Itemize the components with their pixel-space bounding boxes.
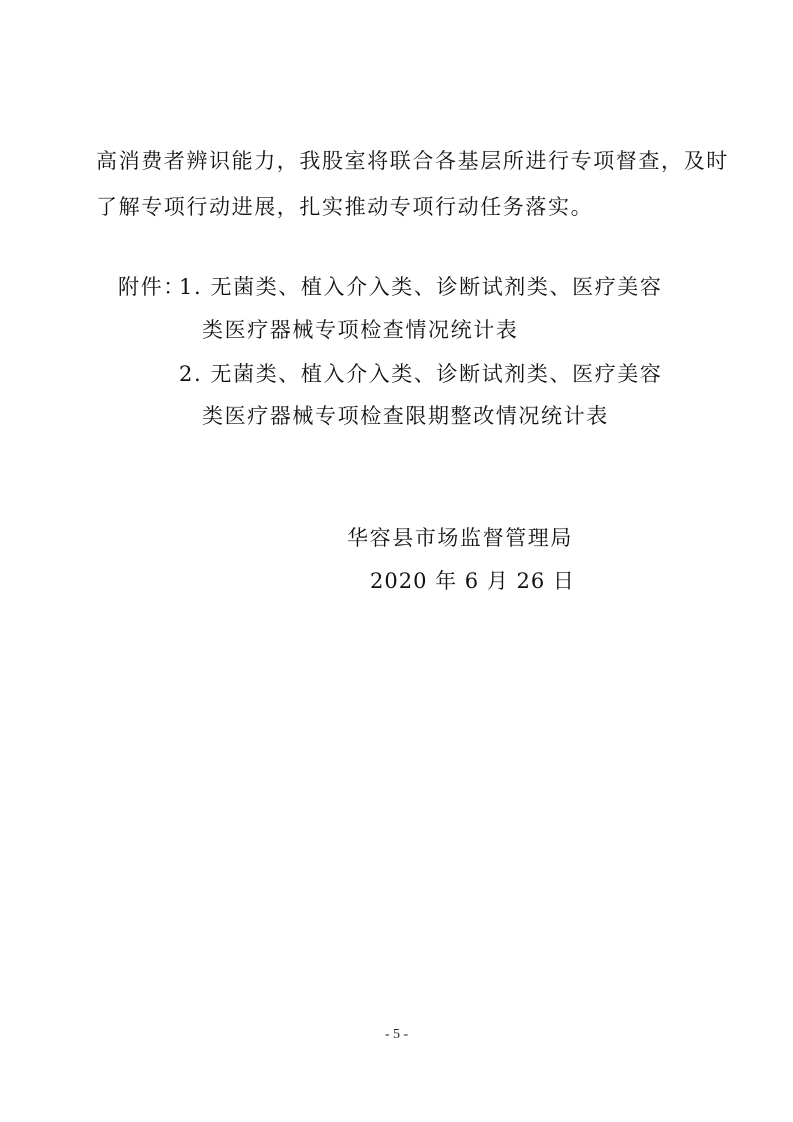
attachments-label: 附件： (118, 275, 186, 299)
attachment-1-line-2: 类医疗器械专项检查情况统计表 (202, 318, 519, 342)
body-paragraph-line-2: 了解专项行动进展，扎实推动专项行动任务落实。 (96, 195, 594, 219)
page-number: - 5 - (384, 1027, 409, 1042)
body-paragraph-line-1: 高消费者辨识能力，我股室将联合各基层所进行专项督查，及时 (96, 149, 729, 173)
attachment-2-line-1: 2. 无菌类、植入介入类、诊断试剂类、医疗美容 (179, 362, 663, 386)
attachment-2-line-2: 类医疗器械专项检查限期整改情况统计表 (202, 404, 609, 428)
signature-date: 2020 年 6 月 26 日 (370, 569, 575, 593)
attachment-1-line-1: 1. 无菌类、植入介入类、诊断试剂类、医疗美容 (179, 275, 663, 299)
signature-organization: 华容县市场监督管理局 (347, 526, 573, 550)
